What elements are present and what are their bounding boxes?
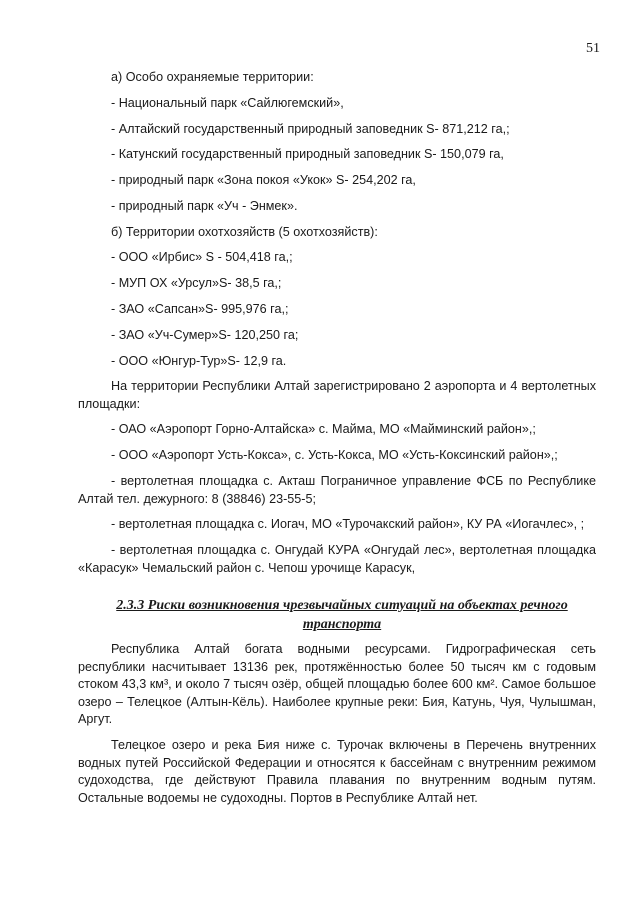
list-item: - ЗАО «Уч-Сумер»S- 120,250 га; [111, 327, 299, 342]
paragraph: Телецкое озеро и река Бия ниже с. Турочак включены в Перечень внутренних водных путей Российской Федерации и относятся к бассейнам с внутренним режимом судоходства, где действуют Правила плавания по внутренним водным путям. Остальные водоемы не судоходны. Портов в Республике Алтай нет. [78, 738, 596, 805]
paragraph: - ООО «Аэропорт Усть-Кокса», с. Усть-Кокса, МО «Усть-Коксинский район»,; [111, 448, 558, 463]
list-item: - ООО «Ирбис» S - 504,418 га,; [111, 250, 293, 265]
list-item: - Национальный парк «Сайлюгемский», [111, 95, 344, 110]
section-title: 2.3.3 Риски возникновения чрезвычайных ситуаций на объектах речного транспорта [116, 598, 568, 632]
paragraph: На территории Республики Алтай зарегистрировано 2 аэропорта и 4 вертолетных площадки: [78, 379, 596, 411]
list-item: - ЗАО «Сапсан»S- 995,976 га,; [111, 302, 289, 317]
water-resources-section [78, 641, 596, 808]
page-number: 51 [586, 41, 600, 56]
airports-section [78, 378, 596, 577]
list-item: - Алтайский государственный природный заповедник S- 871,212 га,; [111, 121, 510, 136]
paragraph: - ОАО «Аэропорт Горно-Алтайска» с. Майма, МО «Майминский район»,; [111, 422, 536, 437]
list-item: - ООО «Юнгур-Тур»S- 12,9 га. [111, 353, 287, 368]
list-item: а) Особо охраняемые территории: [111, 70, 314, 84]
list-item: - Катунский государственный природный заповедник S- 150,079 га, [111, 147, 504, 162]
list-item: - МУП ОХ «Урсул»S- 38,5 га,; [111, 276, 282, 291]
paragraph: Республика Алтай богата водными ресурсами. Гидрографическая сеть республики насчитывает 13136 рек, протяжённостью более 50 тысяч км с годовым стоком 43,3 км³, и около 7 тысяч озёр, общей площадью более 600 км². Самое большое озеро – Телецкое (Алтын-Кёль). Наиболее крупные реки: Бия, Катунь, Чуя, Чулышман, Аргут. [78, 642, 596, 727]
list-item: б) Территории охотхозяйств (5 охотхозяйств): [111, 224, 378, 239]
paragraph: - вертолетная площадка с. Акташ Пограничное управление ФСБ по Республике Алтай тел. дежурного: 8 (38846) 23-55-5; [78, 473, 596, 506]
paragraph: - вертолетная площадка с. Онгудай КУРА «Онгудай лес», вертолетная площадка «Карасук» Чемальский район с. Чепош урочище Карасук, [78, 543, 596, 575]
list-item: - природный парк «Уч - Энмек». [111, 198, 298, 213]
list-item: - природный парк «Зона покоя «Укок» S- 254,202 га, [111, 173, 416, 188]
protected-territories-list [78, 69, 596, 370]
paragraph: - вертолетная площадка с. Иогач, МО «Турочакский район», КУ РА «Иогачлес», ; [111, 517, 585, 532]
